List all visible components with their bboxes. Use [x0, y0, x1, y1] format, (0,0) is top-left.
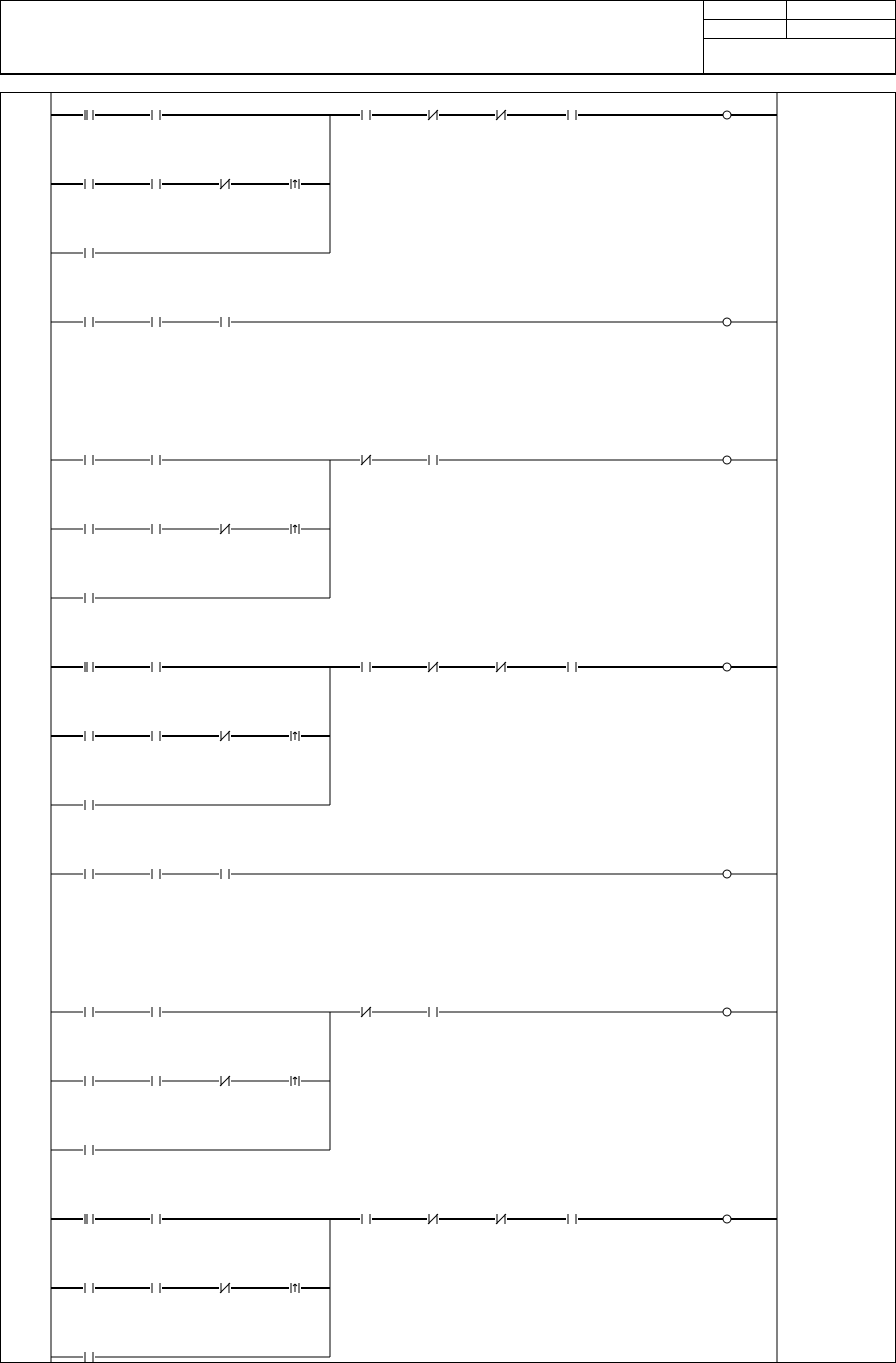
- no-contact-icon: [150, 1075, 162, 1087]
- no-contact-icon: [83, 316, 95, 328]
- no-contact-icon: [83, 178, 95, 190]
- no-contact-icon: [566, 661, 578, 673]
- coil-icon: [723, 111, 731, 119]
- no-contact-icon: [83, 523, 95, 535]
- coil-icon: [723, 1215, 731, 1223]
- no-contact-icon: [150, 523, 162, 535]
- nc-contact-icon: [219, 1282, 231, 1294]
- no-contact-icon: [360, 1213, 372, 1225]
- no-contact-icon: [83, 799, 95, 811]
- no-contact-icon: [83, 1144, 95, 1156]
- no-contact-icon: [150, 178, 162, 190]
- no-contact-icon: [83, 592, 95, 604]
- no-contact-icon: [566, 109, 578, 121]
- nc-contact-icon: [427, 109, 439, 121]
- no-contact-icon: [360, 661, 372, 673]
- no-contact-icon: [83, 1075, 95, 1087]
- no-contact-icon: [83, 1282, 95, 1294]
- nc-contact-icon: [219, 1075, 231, 1087]
- no-contact-icon: [83, 1351, 95, 1362]
- no-double-contact-icon: [83, 1213, 95, 1225]
- nc-contact-icon: [427, 661, 439, 673]
- no-contact-icon: [83, 247, 95, 259]
- no-contact-icon: [150, 868, 162, 880]
- no-double-contact-icon: [83, 661, 95, 673]
- no-contact-icon: [219, 316, 231, 328]
- no-contact-icon: [150, 1006, 162, 1018]
- no-contact-icon: [150, 1213, 162, 1225]
- pulse-contact-icon: [289, 1282, 301, 1294]
- nc-contact-icon: [219, 730, 231, 742]
- title-block-cell-4: [786, 19, 896, 39]
- title-block-cell-1: [703, 0, 787, 20]
- nc-contact-icon: [219, 178, 231, 190]
- no-contact-icon: [83, 454, 95, 466]
- nc-contact-icon: [495, 1213, 507, 1225]
- coil-icon: [723, 870, 731, 878]
- pulse-contact-icon: [289, 523, 301, 535]
- no-contact-icon: [427, 454, 439, 466]
- no-contact-icon: [83, 1006, 95, 1018]
- nc-contact-icon: [219, 523, 231, 535]
- nc-contact-icon: [360, 1006, 372, 1018]
- title-block-cell-2: [786, 0, 896, 20]
- title-block-cell-3: [703, 19, 787, 39]
- title-block: [0, 0, 896, 75]
- no-contact-icon: [150, 730, 162, 742]
- coil-icon: [723, 456, 731, 464]
- diagram-frame: [0, 92, 896, 1363]
- coil-icon: [723, 318, 731, 326]
- no-contact-icon: [150, 661, 162, 673]
- nc-contact-icon: [495, 661, 507, 673]
- pulse-contact-icon: [289, 1075, 301, 1087]
- no-contact-icon: [150, 109, 162, 121]
- no-double-contact-icon: [83, 109, 95, 121]
- coil-icon: [723, 1008, 731, 1016]
- no-contact-icon: [150, 1282, 162, 1294]
- title-block-cell-5: [703, 38, 896, 75]
- pulse-contact-icon: [289, 730, 301, 742]
- no-contact-icon: [219, 868, 231, 880]
- nc-contact-icon: [360, 454, 372, 466]
- no-contact-icon: [566, 1213, 578, 1225]
- no-contact-icon: [150, 454, 162, 466]
- no-contact-icon: [150, 316, 162, 328]
- pulse-contact-icon: [289, 178, 301, 190]
- no-contact-icon: [83, 868, 95, 880]
- nc-contact-icon: [495, 109, 507, 121]
- no-contact-icon: [83, 730, 95, 742]
- no-contact-icon: [427, 1006, 439, 1018]
- coil-icon: [723, 663, 731, 671]
- nc-contact-icon: [427, 1213, 439, 1225]
- ladder-diagram: [1, 93, 895, 1362]
- no-contact-icon: [360, 109, 372, 121]
